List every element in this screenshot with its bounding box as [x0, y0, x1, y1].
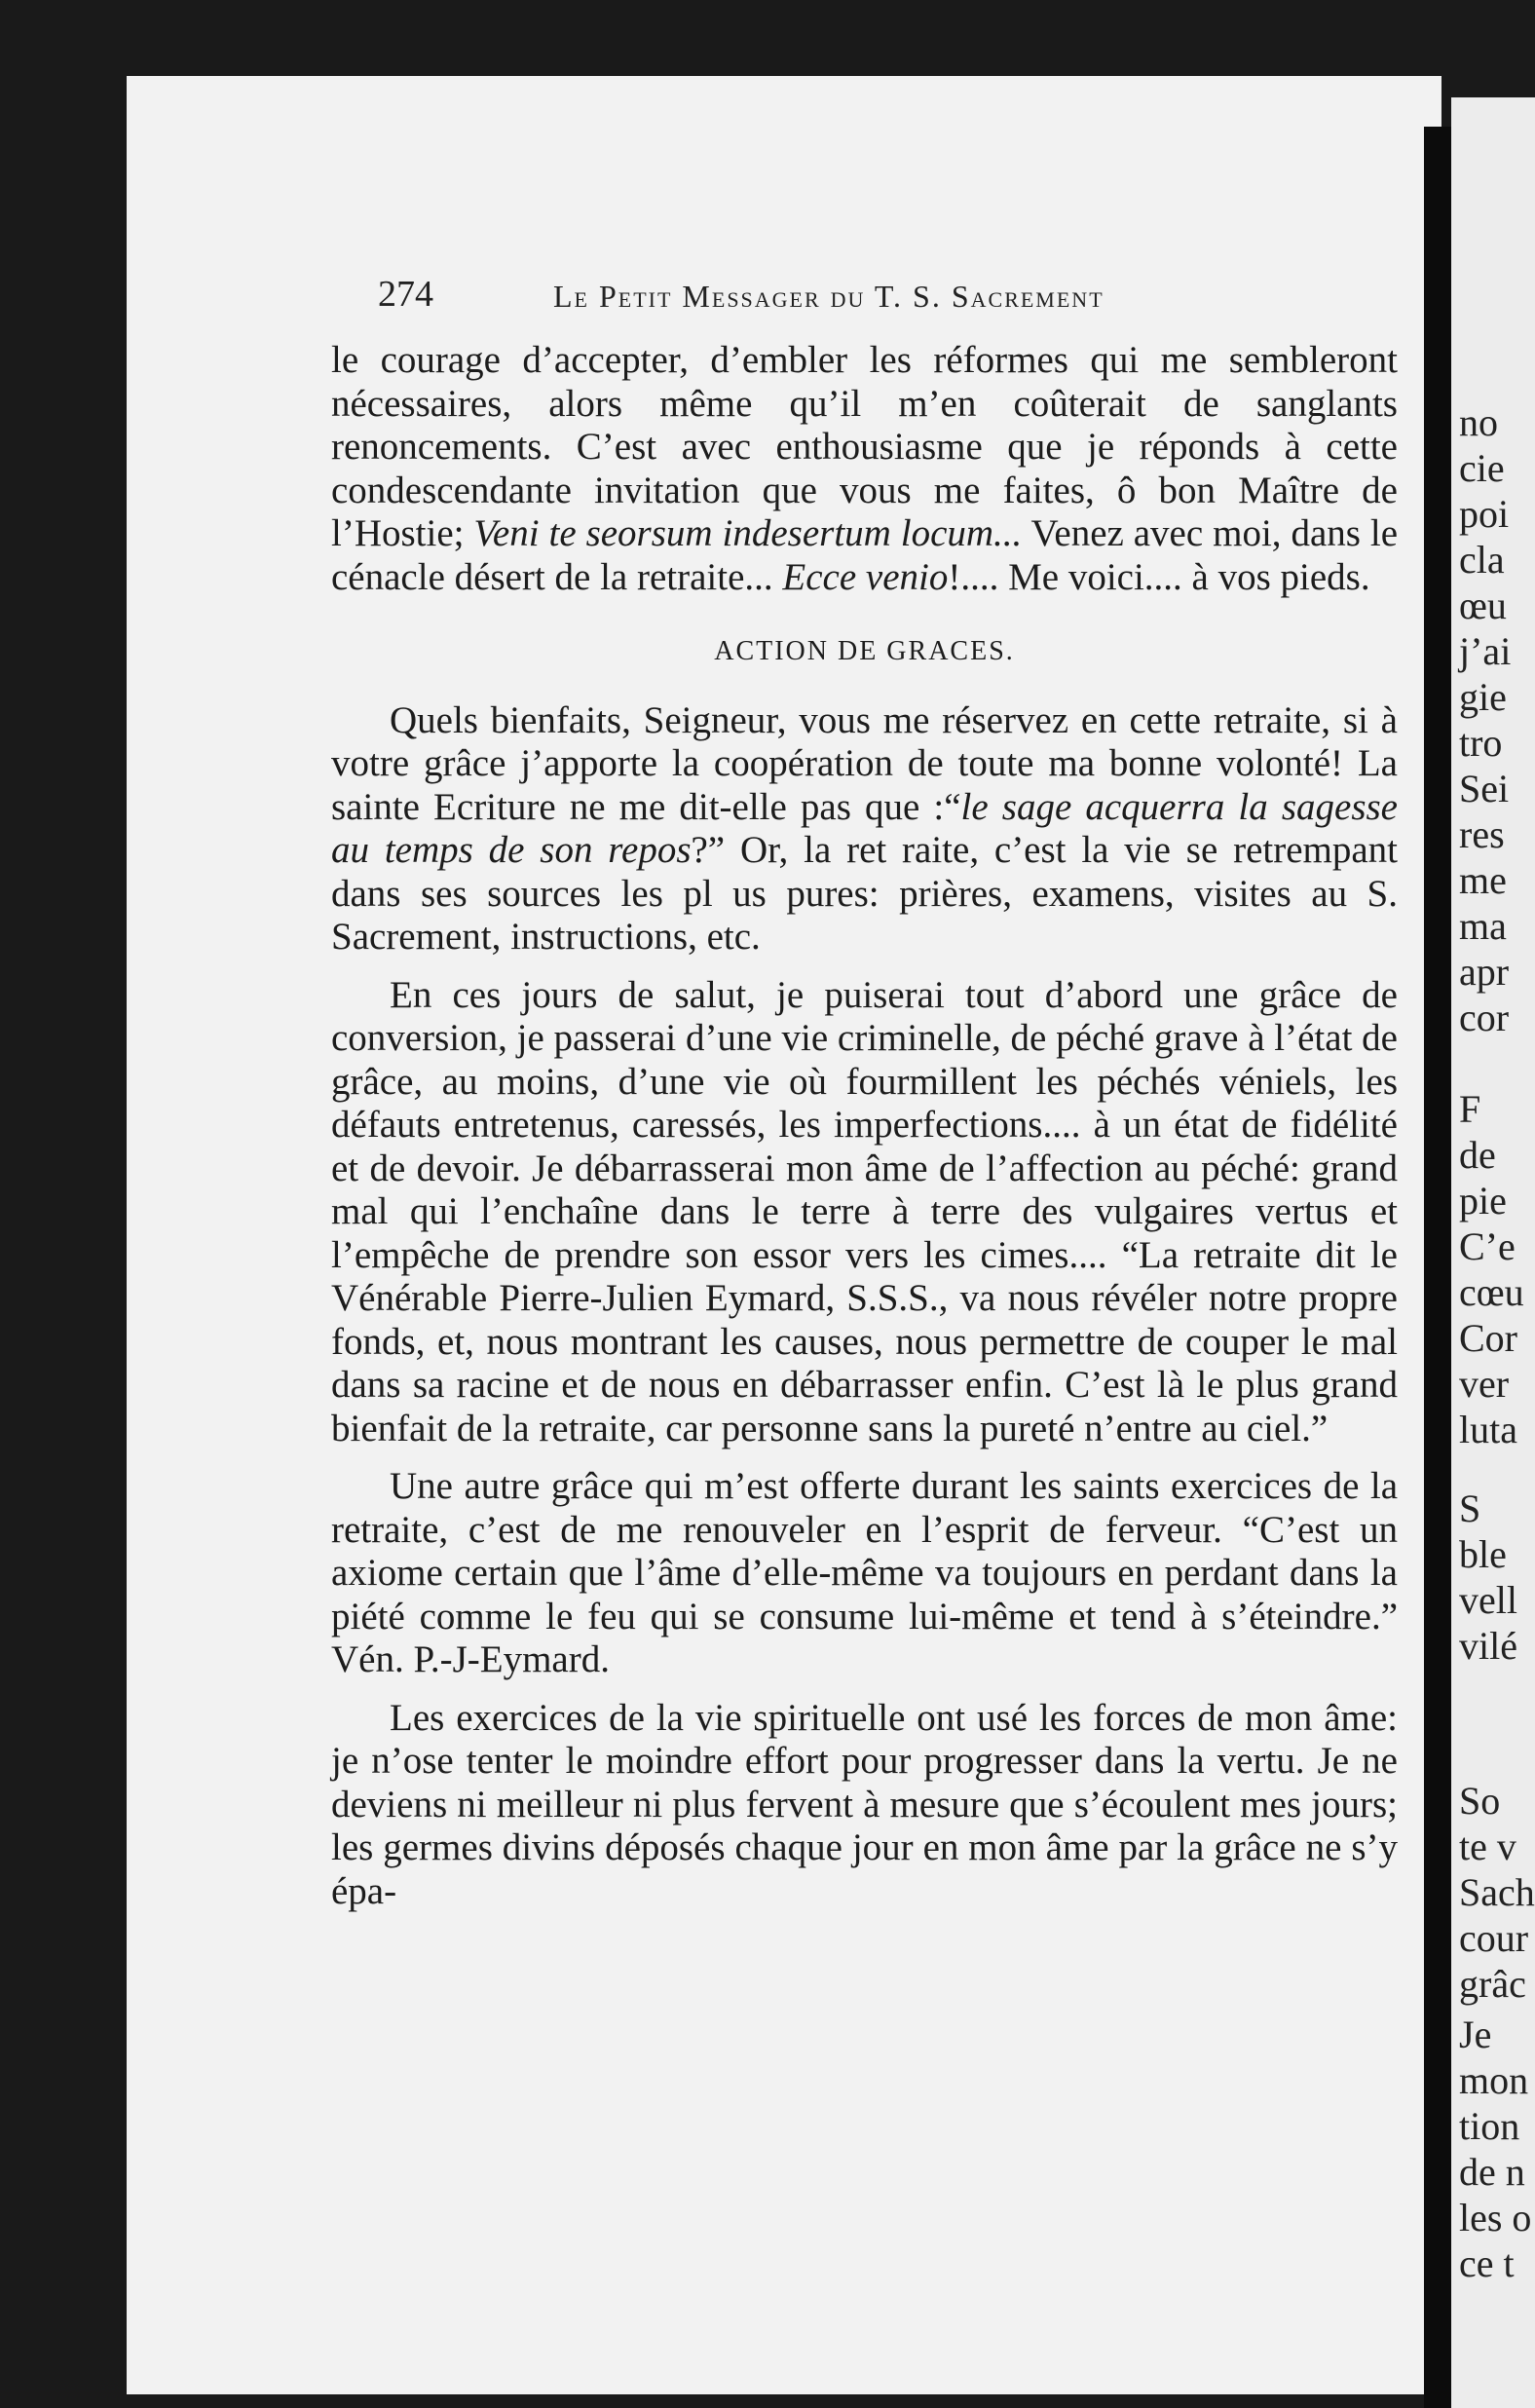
adjacent-page-fragment: mon: [1459, 2058, 1529, 2102]
adjacent-page-fragment: tro: [1459, 721, 1503, 765]
paragraph-2-start: Quels bienfaits, Seigneur, vous me réservez en cette retraite, si à votre grâce j’apporte la coopération de toute ma bonne volonté! La sainte Ecriture ne me dit-elle pas que :“: [331, 698, 1398, 828]
adjacent-page-fragment: gie: [1459, 675, 1507, 719]
adjacent-page-fragment: j’ai: [1459, 629, 1512, 673]
page-header: [378, 273, 1410, 331]
adjacent-page-fragment: œu: [1459, 583, 1507, 627]
adjacent-page-fragment: no: [1459, 400, 1498, 444]
paragraph-1-text: le courage d’accepter, d’embler les réformes qui me sembleront nécessaires, alors même qu’il m’en coûterait de sanglants renoncements. C’est avec enthousiasme que je réponds à cette condescendante invitation que vous me faites, ô bon Maître de l’Hostie;: [331, 339, 1398, 554]
adjacent-page-fragment: F: [1459, 1087, 1481, 1131]
adjacent-page-fragment: cor: [1459, 996, 1510, 1039]
adjacent-page-fragment: les o: [1459, 2196, 1532, 2239]
adjacent-page-fragment: Sach: [1459, 1870, 1535, 1914]
paragraph-1-end: !.... Me voici.... à vos pieds.: [948, 555, 1370, 598]
adjacent-page-fragment: C’e: [1459, 1224, 1516, 1268]
page-number: 274: [378, 274, 433, 315]
adjacent-page-fragment: res: [1459, 812, 1505, 856]
paragraph-5: Les exercices de la vie spirituelle ont usé les forces de mon âme: je n’ose tenter le moindre effort pour progresser dans la vertu. Je ne deviens ni meilleur ni plus fervent à mesure que s’écoulent mes jours; les germes divins déposés chaque jour en mon âme par la grâce ne s’y épa-: [331, 1696, 1398, 1912]
adjacent-page-fragment: vell: [1459, 1578, 1517, 1622]
paragraph-3: En ces jours de salut, je puiserai tout d’abord une grâce de conversion, je passerai d’une vie criminelle, de péché grave à l’état de grâce, au moins, d’une vie où fourmillent les péchés véniels, les défauts entretenus, caressés, les imperfections.... à un état de fidélité et de devoir. Je débarrasserai mon âme de l’affection au péché: grand mal qui l’enchaîne dans le terre à terre des vulgaires vertus et l’empêche de prendre son essor vers les cimes.... “La retraite dit le Vénérable Pierre-Julien Eymard, S.S.S., va nous révéler notre propre fonds, et, nous montrant les causes, nous permettre de couper le mal dans sa racine et de nous en débarrasser enfin. C’est là le plus grand bienfait de la retraite, car personne sans la pureté n’entre au ciel.”: [331, 973, 1398, 1449]
adjacent-page-fragment: de: [1459, 1133, 1496, 1177]
paragraph-2: [331, 699, 1398, 959]
adjacent-page-edge: [1451, 97, 1535, 2408]
adjacent-page-fragment: Cor: [1459, 1316, 1517, 1360]
body-text: [331, 339, 1398, 1913]
paragraph-2-end: ?” Or, la ret raite, c’est la vie se retrempant dans ses sources les pl us pures: prières, examens, visites au S. Sacrement, instructions, etc.: [331, 829, 1398, 958]
adjacent-page-fragment: grâc: [1459, 1962, 1526, 2006]
scripture-quote: le sage acquerra la sagesse au temps de son repos: [331, 785, 1398, 871]
adjacent-page-fragment: S: [1459, 1486, 1481, 1530]
adjacent-page-fragment: ble: [1459, 1532, 1507, 1576]
adjacent-page-fragment: ma: [1459, 904, 1507, 948]
adjacent-page-fragment: cie: [1459, 446, 1505, 490]
adjacent-page-fragment: poi: [1459, 492, 1510, 536]
paragraph-1-mid: Venez avec moi, dans le cénacle désert de la retraite...: [331, 512, 1399, 598]
adjacent-page-fragment: ce t: [1459, 2241, 1515, 2285]
section-heading: ACTION DE GRACES.: [714, 636, 1015, 666]
adjacent-page-fragment: luta: [1459, 1408, 1517, 1451]
adjacent-page-fragment: cœu: [1459, 1270, 1524, 1314]
adjacent-page-fragment: pie: [1459, 1179, 1507, 1223]
paragraph-4: Une autre grâce qui m’est offerte durant les saints exercices de la retraite, c’est de me renouveler en l’esprit de ferveur. “C’est un axiome certain que l’âme d’elle-même va toujours en perdant dans la piété comme le feu qui se consume lui-même et tend à s’éteindre.” Vén. P.-J-Eymard.: [331, 1465, 1398, 1680]
adjacent-page-fragment: Sei: [1459, 767, 1510, 810]
latin-quote-2: Ecce venio: [782, 555, 949, 598]
adjacent-page-fragment: tion: [1459, 2104, 1520, 2148]
adjacent-page-fragment: Je: [1459, 2013, 1492, 2056]
paragraph-1: [331, 339, 1398, 599]
adjacent-page-fragment: So: [1459, 1779, 1501, 1823]
adjacent-page-fragment: apr: [1459, 950, 1510, 994]
adjacent-page-fragment: te v: [1459, 1825, 1516, 1868]
adjacent-page-fragment: de n: [1459, 2150, 1525, 2194]
running-title: Le Petit Messager du T. S. Sacrement: [553, 279, 1104, 314]
adjacent-page-fragment: cour: [1459, 1916, 1529, 1960]
adjacent-page-fragment: cla: [1459, 538, 1505, 582]
adjacent-page-fragment: vilé: [1459, 1624, 1517, 1668]
adjacent-page-fragment: me: [1459, 858, 1507, 902]
adjacent-page-fragment: ver: [1459, 1362, 1510, 1406]
latin-quote-1: Veni te seorsum indesertum locum...: [473, 512, 1023, 554]
